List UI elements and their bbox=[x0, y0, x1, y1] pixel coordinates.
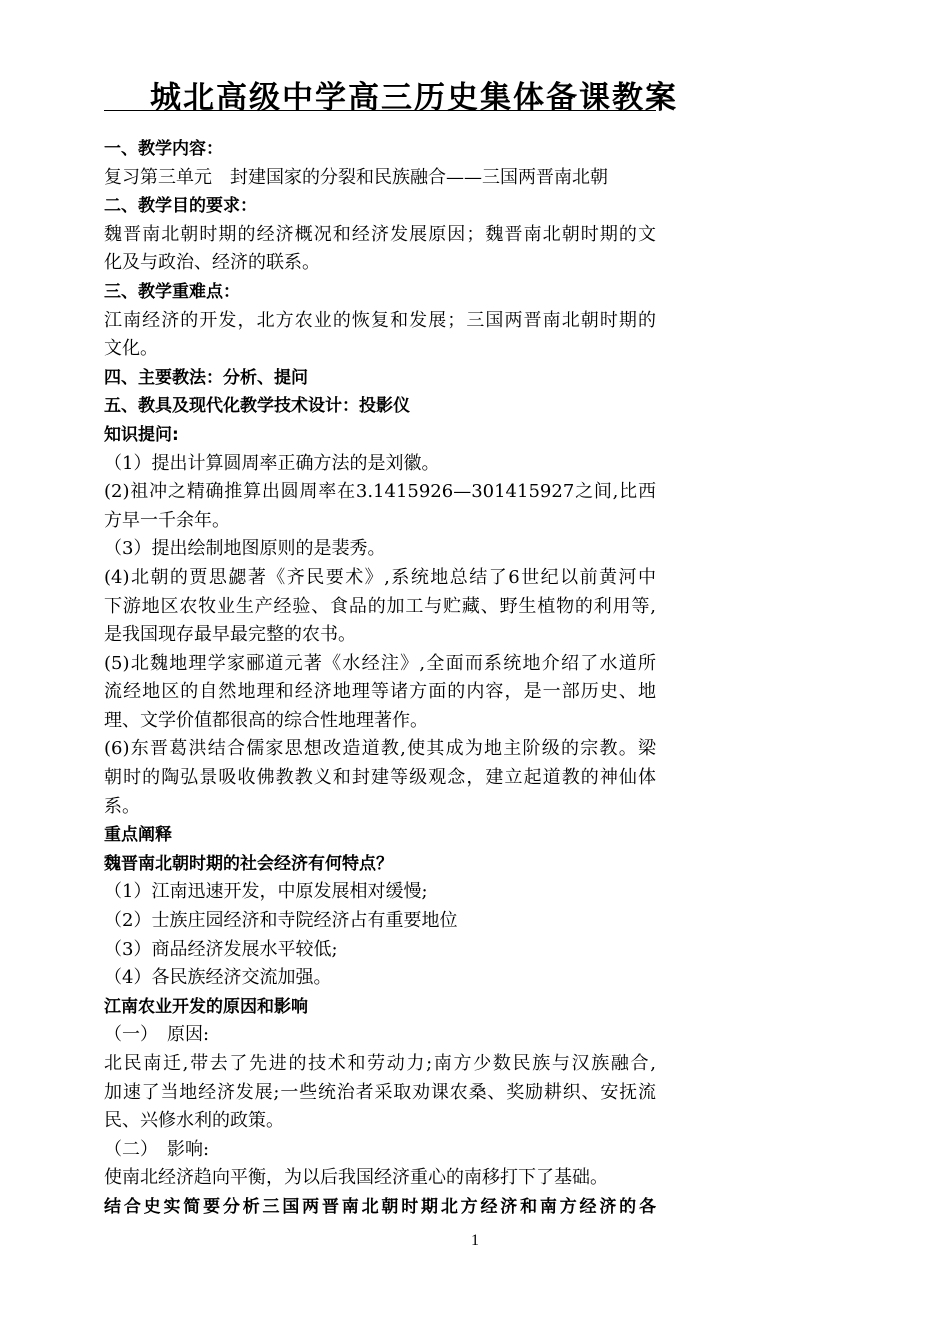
body-line: 是我国现存最早最完整的农书。 bbox=[104, 624, 356, 646]
section-heading: 四、主要教法：分析、提问 bbox=[104, 367, 308, 388]
body-line: （3）商品经济发展水平较低; bbox=[104, 938, 338, 960]
section-heading: 结合史实简要分析三国两晋南北朝时期北方经济和南方经济的各 bbox=[104, 1196, 656, 1217]
section-heading: 五、教具及现代化教学技术设计：投影仪 bbox=[104, 396, 410, 417]
body-line: (6)东晋葛洪结合儒家思想改造道教,使其成为地主阶级的宗教。梁 bbox=[104, 738, 656, 760]
body-line: 复习第三单元 封建国家的分裂和民族融合——三国两晋南北朝 bbox=[104, 166, 608, 188]
body-line: 方早一千余年。 bbox=[104, 509, 230, 531]
body-line: 下游地区农牧业生产经验、食品的加工与贮藏、野生植物的利用等, bbox=[104, 595, 656, 617]
page-number: 1 bbox=[471, 1232, 479, 1249]
body-line: (2)祖冲之精确推算出圆周率在3.1415926—301415927之间,比西 bbox=[104, 481, 656, 503]
body-line: （1）江南迅速开发，中原发展相对缓慢; bbox=[104, 881, 428, 903]
body-line: 朝时的陶弘景吸收佛教教义和封建等级观念，建立起道教的神仙体 bbox=[104, 767, 656, 789]
body-line: 北民南迁,带去了先进的技术和劳动力;南方少数民族与汉族融合, bbox=[104, 1053, 656, 1074]
body-line: 理、文学价值都很高的综合性地理著作。 bbox=[104, 709, 428, 731]
section-heading: 魏晋南北朝时期的社会经济有何特点？ bbox=[104, 853, 393, 874]
body-line: （二） 影响: bbox=[104, 1138, 210, 1160]
section-heading: 二、教学目的要求： bbox=[104, 196, 257, 217]
body-line: (5)北魏地理学家郦道元著《水经注》,全面而系统地介绍了水道所 bbox=[104, 652, 656, 674]
section-heading: 江南农业开发的原因和影响 bbox=[104, 996, 308, 1017]
body-line: 使南北经济趋向平衡，为以后我国经济重心的南移打下了基础。 bbox=[104, 1167, 608, 1189]
title-underline bbox=[104, 110, 656, 111]
body-line: （4）各民族经济交流加强。 bbox=[104, 967, 332, 989]
body-line: 流经地区的自然地理和经济地理等诸方面的内容，是一部历史、地 bbox=[104, 681, 656, 703]
body-line: （一） 原因: bbox=[104, 1024, 210, 1046]
document-title: 城北高级中学高三历史集体备课教案 bbox=[150, 80, 678, 116]
body-line: 化及与政治、经济的联系。 bbox=[104, 252, 320, 274]
body-line: 魏晋南北朝时期的经济概况和经济发展原因；魏晋南北朝时期的文 bbox=[104, 223, 656, 245]
body-line: 系。 bbox=[104, 795, 140, 817]
body-line: （2）士族庄园经济和寺院经济占有重要地位 bbox=[104, 910, 458, 932]
body-line: 加速了当地经济发展;一些统治者采取劝课农桑、奖励耕织、安抚流 bbox=[104, 1081, 656, 1103]
section-heading: 一、教学内容： bbox=[104, 139, 223, 159]
section-heading: 知识提问: bbox=[104, 424, 179, 445]
body-line: （3）提出绘制地图原则的是裴秀。 bbox=[104, 538, 386, 560]
body-line: 民、兴修水利的政策。 bbox=[104, 1110, 284, 1132]
body-line: （1）提出计算圆周率正确方法的是刘徽。 bbox=[104, 452, 440, 474]
section-heading: 重点阐释 bbox=[104, 825, 172, 846]
body-line: 江南经济的开发，北方农业的恢复和发展；三国两晋南北朝时期的 bbox=[104, 309, 656, 331]
body-line: 文化。 bbox=[104, 338, 158, 360]
document-body bbox=[104, 135, 656, 1222]
body-line: (4)北朝的贾思勰著《齐民要术》,系统地总结了6世纪以前黄河中 bbox=[104, 566, 656, 588]
section-heading: 三、教学重难点： bbox=[104, 281, 240, 302]
